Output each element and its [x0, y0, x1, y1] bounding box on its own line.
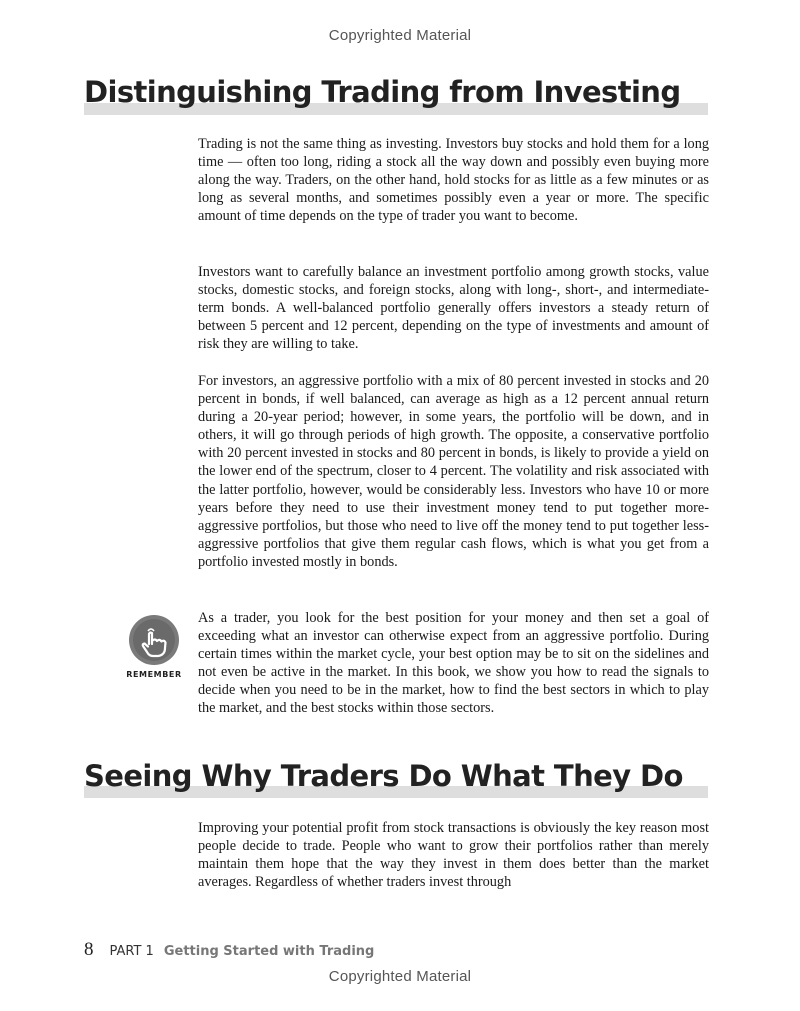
section-heading-text: Seeing Why Traders Do What They Do	[84, 759, 683, 793]
chapter-title: Getting Started with Trading	[163, 944, 375, 959]
body-paragraph: Trading is not the same thing as investing. Investors buy stocks and hold them for a long time — often too long, riding a stock all the way down and possibly even buying more along the way. Traders, on the other hand, hold stocks for as little as a few minutes or as long as several months, and sometimes possibly even a year or more. The specific amount of time depends on the type of trader you want to become.	[198, 136, 709, 225]
section-heading-text: Distinguishing Trading from Investing	[84, 75, 681, 109]
body-paragraph: For investors, an aggressive portfolio with a mix of 80 percent invested in stocks and 20 percent in bonds, if well balanced, can average as high as a 12 percent annual return during a 20-year period; however, in some years, the portfolio will be down, and in others, it will go through periods of high growth. The opposite, a conservative portfolio with 20 percent invested in stocks and 80 percent in bonds, is likely to provide a yield on the lower end of the spectrum, closer to 4 percent. The volatility and risk associated with the latter portfolio, however, would be considerably less. Investors who have 10 or more years before they need to use their investment money tend to put together more-aggressive portfolios, but those who need to live off the money tend to put together less-aggressive portfolios that give them regular cash flows, which is what you get from a portfolio invested mostly in bonds.	[198, 373, 709, 570]
section-heading-seeing-why	[84, 760, 708, 800]
page-number: 8	[84, 939, 94, 960]
part-label: PART 1	[109, 944, 154, 959]
body-paragraph: Investors want to carefully balance an investment portfolio among growth stocks, value stocks, domestic stocks, and foreign stocks, along with long-, short-, and intermediate-term bonds. A well-balanced portfolio generally offers investors a steady return of between 5 percent and 12 percent, depending on the type of investments and amount of risk they are willing to take.	[198, 264, 709, 353]
body-paragraph: Improving your potential profit from stock transactions is obviously the key reason most people decide to trade. People who want to grow their portfolios rather than merely maintain them hope that the way they invest in them does better than the market averages. Regardless of whether traders invest through	[198, 820, 709, 891]
copyright-watermark-top: Copyrighted Material	[328, 27, 472, 44]
page-footer	[84, 939, 374, 959]
remember-finger-icon	[128, 614, 180, 666]
body-paragraph-remember: As a trader, you look for the best position for your money and then set a goal of exceeding what an investor can otherwise expect from an aggressive portfolio. During certain times within the market cycle, your best option may be to sit on the sidelines and not even be active in the market. In this book, we show you how to read the signals to decide when you need to be in the market, how to find the best sectors in which to play the market, and the best stocks within those sectors.	[198, 610, 709, 717]
copyright-watermark-bottom: Copyrighted Material	[328, 968, 472, 985]
section-heading-distinguishing	[84, 76, 708, 116]
remember-label: REMEMBER	[126, 670, 182, 679]
